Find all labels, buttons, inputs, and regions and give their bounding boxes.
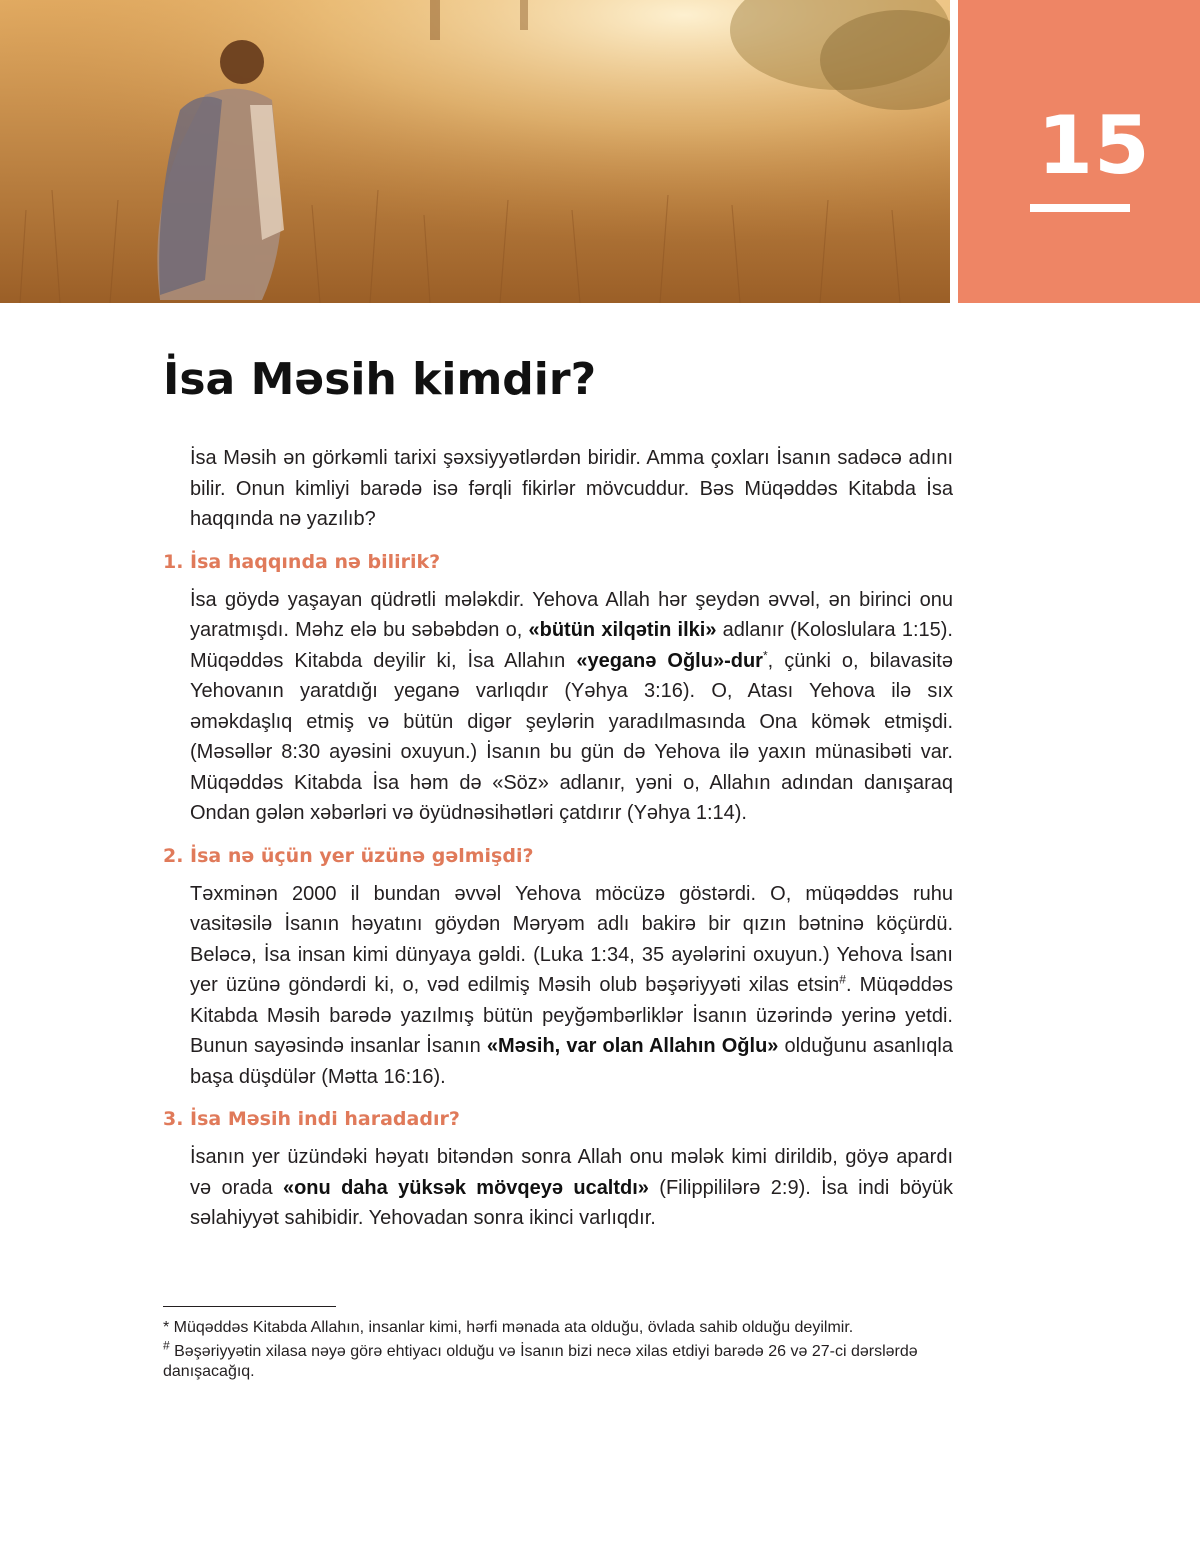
text-run: İsanın yer üzündəki həyatı bitəndən sonra Allah onu mələk kimi dirildib, göyə apardı və orada <box>190 1146 953 1199</box>
chapter-badge <box>958 0 1200 303</box>
footnote-marker[interactable]: # <box>839 972 846 987</box>
section-question: 3. İsa Məsih indi haradadır? <box>163 1108 460 1130</box>
footnote-divider <box>163 1306 336 1307</box>
footnote-mark: # <box>163 1338 170 1353</box>
text-run: olduğunu asanlıqla başa düşdülər (Mətta 16:16). <box>190 1035 953 1088</box>
page-title: İsa Məsih kimdir? <box>163 354 597 405</box>
bold-quote: «bütün xilqətin ilki» <box>528 619 717 641</box>
footnote-text: Müqəddəs Kitabda Allahın, insanlar kimi, hərfi mənada ata olduğu, övlada sahib olduğu deyilmir. <box>169 1319 854 1336</box>
section-answer <box>190 879 953 1093</box>
footnote-marker[interactable]: * <box>762 647 768 662</box>
field-illustration <box>0 0 950 303</box>
text-run: . Müqəddəs Kitabda Məsih barədə yazılmış bütün peyğəmbərliklər İsanın üzərində yerinə yetdi. Bunun sayəsində insanlar İsanın <box>190 974 953 1057</box>
footnote-item <box>163 1318 953 1338</box>
section-3 <box>163 1104 953 1234</box>
bold-quote: «onu daha yüksək mövqeyə ucaltdı» <box>282 1176 649 1199</box>
footnotes <box>163 1318 953 1386</box>
section-question: 2. İsa nə üçün yer üzünə gəlmişdi? <box>163 844 534 867</box>
section-answer <box>190 585 953 829</box>
bold-quote: «yeganə Oğlu»-dur <box>576 649 763 672</box>
text-run: (Filippililərə 2:9). İsa indi böyük səlahiyyət sahibidir. Yehovadan sonra ikinci varlıqdır. <box>190 1176 954 1229</box>
hero-photo <box>0 0 950 303</box>
text-run: , çünki o, bilavasitə Yehovanın yaratdığı yeganə varlıqdır (Yəhya 3:16). O, Atası Yehova ilə sıx əməkdaşlıq etmiş və bütün digər şeylərin yaradılmasında Ona kömək etmişdi. (Məsəllər 8:30 ayəsini oxuyun.) İsanın bu gün də Yehova ilə yaxın münasibəti var. Müqəddəs Kitabda İsa həm də «Söz» adlanır, yəni o, Allahın adından danışaraq Ondan gələn xəbərləri və öyüdnəsihətləri çatdırır (Yəhya 1:14). <box>190 649 953 824</box>
chapter-number: 15 <box>1037 99 1151 192</box>
section-answer <box>190 1142 953 1234</box>
section-2 <box>163 841 953 1093</box>
footnote-mark: * <box>163 1319 170 1336</box>
text-run: İsa göydə yaşayan qüdrətli mələkdir. Yehova Allah hər şeydən əvvəl, ən birinci onu yaratmışdı. Məhz elə bu səbəbdən o, <box>190 588 953 641</box>
intro-paragraph: İsa Məsih ən görkəmli tarixi şəxsiyyətlərdən biridir. Amma çoxları İsanın sadəcə adını bilir. Onun kimliyi barədə isə fərqli fikirlər mövcuddur. Bəs Müqəddəs Kitabda İsa haqqında nə yazılıb? <box>190 447 953 530</box>
article-body <box>163 443 953 1246</box>
bold-quote: «Məsih, var olan Allahın Oğlu» <box>486 1035 779 1057</box>
chapter-underline <box>1030 204 1130 212</box>
footnote-item <box>163 1338 953 1382</box>
section-1 <box>163 547 953 829</box>
section-question: 1. İsa haqqında nə bilirik? <box>163 550 441 573</box>
footnote-text: Bəşəriyyətin xilasa nəyə görə ehtiyacı olduğu və İsanın bizi necə xilas etdiyi barədə 26 və 27-ci dərslərdə danışacağıq. <box>163 1343 918 1380</box>
text-run: Təxminən 2000 il bundan əvvəl Yehova möcüzə göstərdi. O, müqəddəs ruhu vasitəsilə İsanın həyatını göydən Məryəm adlı bakirə bir qızın bətninə köçürdü. Beləcə, İsa insan kimi dünyaya gəldi. (Luka 1:34, 35 ayələrini oxuyun.) Yehova İsanı yer üzünə göndərdi ki, o, vəd edilmiş Məsih olub bəşəriyyəti xilas etsin <box>190 882 953 996</box>
text-run: adlanır (Koloslulara 1:15). Müqəddəs Kitabda deyilir ki, İsa Allahın <box>190 619 953 672</box>
